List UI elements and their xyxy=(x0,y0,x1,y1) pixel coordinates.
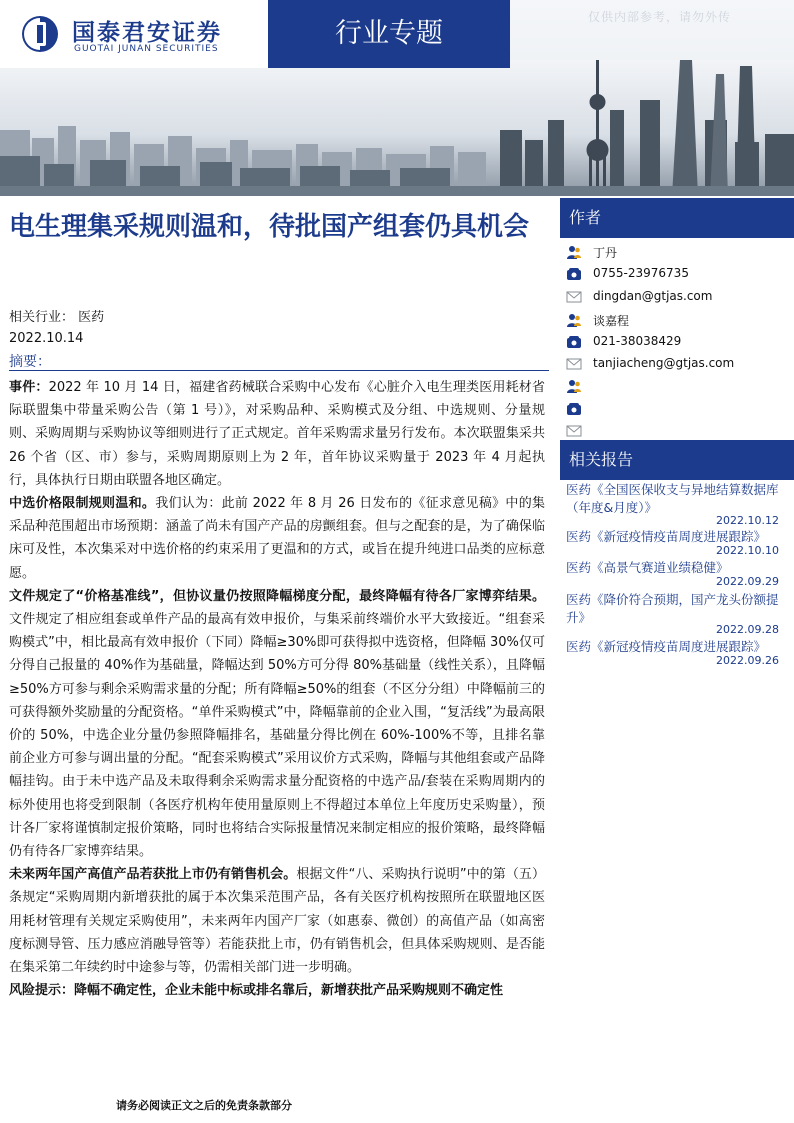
header-banner xyxy=(0,0,794,196)
logo-area xyxy=(0,0,268,68)
paragraph-domestic-opportunity xyxy=(9,863,545,979)
paragraph-lead: 中选价格限制规则温和。 xyxy=(9,496,156,512)
author-name: 丁丹 xyxy=(593,246,618,260)
related-report-date: 2022.09.26 xyxy=(716,654,779,667)
company-name-en: GUOTAI JUNAN SECURITIES xyxy=(74,44,219,54)
industry-label: 相关行业： xyxy=(9,310,75,325)
disclaimer-footer: 请务必阅读正文之后的免责条款部分 xyxy=(116,1099,292,1112)
paragraph-price-baseline xyxy=(9,585,545,863)
related-report-date: 2022.10.12 xyxy=(716,514,779,527)
related-report-link[interactable]: 医药《新冠疫情疫苗周度进展跟踪》 xyxy=(566,639,767,654)
person-icon xyxy=(566,244,582,260)
industry-value: 医药 xyxy=(78,310,105,325)
mail-icon xyxy=(566,356,582,372)
paragraph-risk xyxy=(9,979,545,1002)
watermark-text: 仅供内部参考，请勿外传 xyxy=(588,10,732,24)
phone-icon xyxy=(566,266,582,282)
related-reports-title: 相关报告 xyxy=(560,440,794,480)
report-date: 2022.10.14 xyxy=(9,331,84,346)
author-phone: 0755-23976735 xyxy=(593,266,689,280)
industry-line xyxy=(9,306,104,325)
author-email[interactable]: tanjiacheng@gtjas.com xyxy=(593,356,735,370)
city-skyline-image xyxy=(0,60,794,196)
paragraph-lead: 风险提示：降幅不确定性，企业未能中标或排名靠后，新增获批产品采购规则不确定性 xyxy=(9,983,504,999)
phone-icon xyxy=(566,334,582,350)
company-name-cn: 国泰君安证券 xyxy=(72,20,222,46)
report-type-label: 行业专题 xyxy=(335,18,443,49)
author-name: 谈嘉程 xyxy=(593,314,630,328)
related-report-date: 2022.10.10 xyxy=(716,544,779,557)
paragraph-event xyxy=(9,376,545,492)
paragraph-lead: 事件： xyxy=(9,380,49,395)
related-report-link[interactable]: 医药《全国医保收支与异地结算数据库（年度&月度）》 xyxy=(566,482,779,515)
report-title: 电生理集采规则温和，待批国产组套仍具机会 xyxy=(9,212,530,242)
author-email[interactable]: dingdan@gtjas.com xyxy=(593,289,713,303)
divider xyxy=(9,370,549,371)
related-report-link[interactable]: 医药《高景气赛道业绩稳健》 xyxy=(566,560,729,575)
paragraph-lead: 未来两年国产高值产品若获批上市仍有销售机会。 xyxy=(9,867,297,883)
related-report-link[interactable]: 医药《新冠疫情疫苗周度进展跟踪》 xyxy=(566,529,767,544)
paragraph-text: 我们认为：此前 2022 年 8 月 26 日发布的《征求意见稿》中的集采品种范围超出市场预期：涵盖了尚未有国产产品的房颤组套。但与之配套的是，为了确保临床可及性，本次集采对中选价格的约束采用了更温和的方式，或旨在提升纯进口品类的应标意愿。 xyxy=(9,496,545,581)
paragraph-text: 文件规定了相应组套或单件产品的最高有效申报价，与集采前终端价水平大致接近。“组套采购模式”中，相比最高有效申报价（下同）降幅≥30%即可获得拟中选资格，但降幅 30%仅可分得自己报量的 40%作为基础量，降幅达到 50%方可分得 80%基础量（线性关系），且降幅≥50%方可参与剩余采购需求量的分配；所有降幅≥50%的组套（不区分分组）中降幅前三的可获得额外奖励量的分配资格。“单件采购模式”中，降幅靠前的企业入围，“复活线”为最高限价的 50%，中选企业分量仍参照降幅排名，基础量分得比例在 60%-100%不等，且排名靠前企业方可参与调出量的分配。“配套采购模式”采用议价方式采购，降幅与其他组套或产品降幅挂钩。由于未中选产品及未取得剩余采购需求量分配资格的中选产品/套装在采购周期内的标外使用也将受到限制（各医疗机构年使用量原则上不得超过本单位上年度历史采购量），预计各厂家将谨慎制定报价策略，同时也将结合实际报量情况来制定相应的报价策略，最终降幅仍有待各厂家博弈结果。 xyxy=(9,612,545,860)
person-icon xyxy=(566,312,582,328)
related-report-date: 2022.09.29 xyxy=(716,575,779,588)
summary-label: 摘要： xyxy=(9,354,51,370)
person-icon xyxy=(566,378,582,394)
phone-icon xyxy=(566,401,582,417)
related-report-link[interactable]: 医药《降价符合预期，国产龙头份额提升》 xyxy=(566,592,779,625)
related-report-date: 2022.09.28 xyxy=(716,623,779,636)
paragraph-price-rule xyxy=(9,492,545,585)
mail-icon xyxy=(566,423,582,439)
paragraph-text: 根据文件“八、采购执行说明”中的第（五）条规定“采购周期内新增获批的属于本次集采范围产品，各有关医疗机构按照所在联盟地区医用耗材管理有关规定采购使用”，未来两年内国产厂家（如惠泰、微创）的高值产品（如高密度标测导管、压力感应消融导管等）若能获批上市，仍有销售机会，但具体采购规则、是否能在集采第二年续约时中途参与等，仍需相关部门进一步明确。 xyxy=(9,867,545,976)
paragraph-text: 2022 年 10 月 14 日，福建省药械联合采购中心发布《心脏介入电生理类医用耗材省际联盟集中带量采购公告（第 1 号）》，对采购品种、采购模式及分组、中选规则、分量规则、采购周期与采购协议等细则进行了正式规定。首年采购需求量另行发布。本次联盟集采共 26 个省（区、市）参与，采购周期原则上为 2 年，首年协议采购量于 2023 年 4 月起执行，具体执行日期由联盟各地区确定。 xyxy=(9,380,545,488)
gtja-logo-icon xyxy=(18,14,62,54)
mail-icon xyxy=(566,289,582,305)
paragraph-lead: 文件规定了“价格基准线”，但协议量仍按照降幅梯度分配，最终降幅有待各厂家博弈结果。 xyxy=(9,588,545,604)
author-phone: 021-38038429 xyxy=(593,334,682,348)
authors-section-title: 作者 xyxy=(560,198,794,238)
report-type-box xyxy=(268,0,510,68)
summary-body xyxy=(9,376,545,1002)
